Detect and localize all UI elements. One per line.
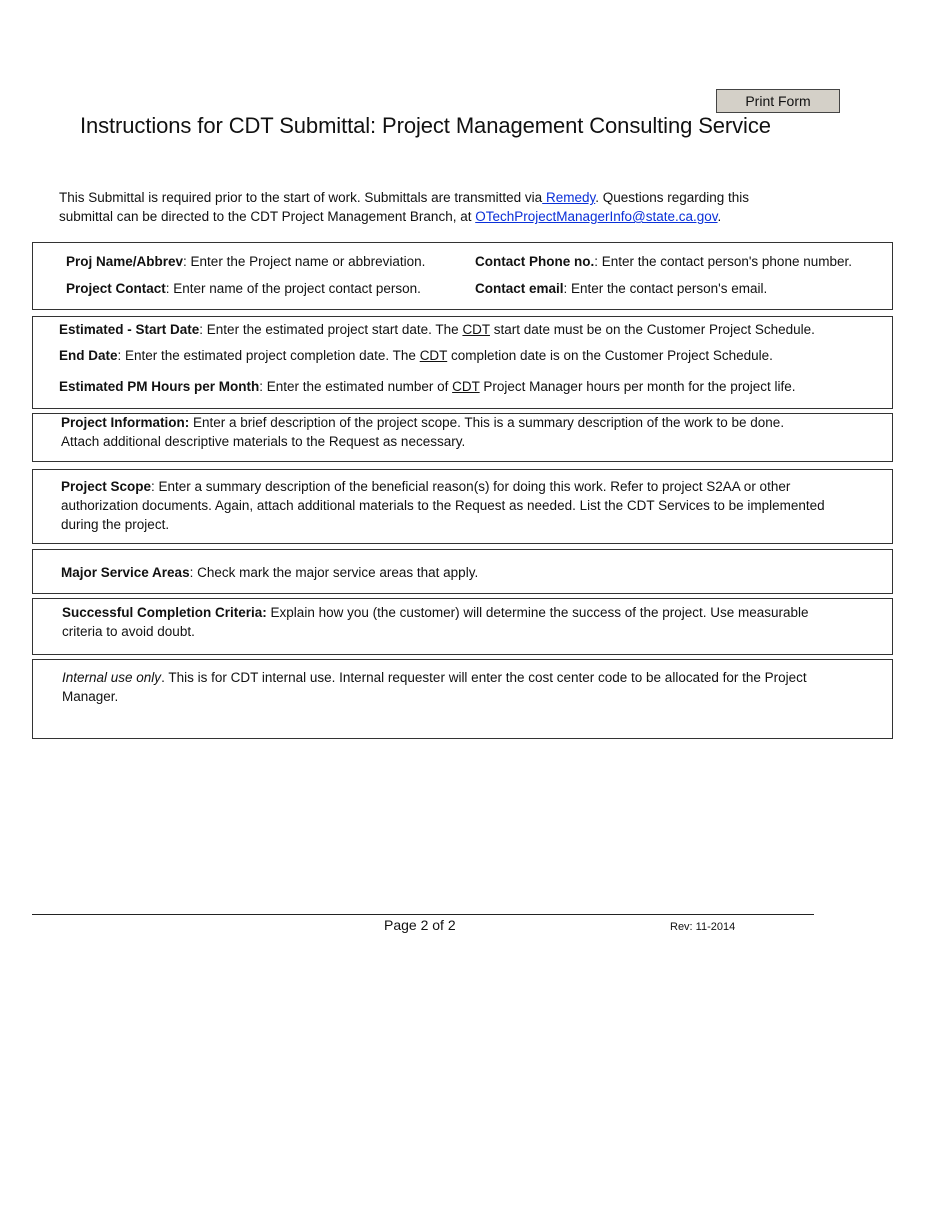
footer-divider	[32, 914, 814, 915]
page-title: Instructions for CDT Submittal: Project Management Consulting Service	[80, 113, 771, 138]
completion-criteria-box	[32, 598, 893, 655]
project-scope-box	[32, 469, 893, 544]
pm-hours-instruction: Estimated PM Hours per Month: Enter the estimated number of CDT Project Manager hours per month for the project life.	[59, 379, 796, 394]
end-date-instruction: End Date: Enter the estimated project completion date. The CDT completion date is on the Customer Project Schedule.	[59, 348, 773, 363]
page-number: Page 2 of 2	[384, 917, 456, 933]
intro-paragraph	[59, 188, 889, 226]
project-info-box	[32, 413, 893, 462]
contact-phone-instruction: Contact Phone no.: Enter the contact person's phone number.	[475, 254, 852, 269]
revision-label: Rev: 11-2014	[670, 921, 736, 933]
internal-line-1: Internal use only. This is for CDT internal use. Internal requester will enter the cost center code to be allocated for the Project	[62, 670, 807, 685]
intro-line-2: submittal can be directed to the CDT Project Management Branch, at OTechProjectManagerInfo@state.ca.gov.	[59, 209, 722, 224]
project-info-line-2: Attach additional descriptive materials to the Request as necessary.	[61, 434, 466, 449]
completion-line-2: criteria to avoid doubt.	[62, 624, 195, 639]
service-areas-box	[32, 549, 893, 594]
proj-name-instruction: Proj Name/Abbrev: Enter the Project name or abbreviation.	[66, 254, 426, 269]
project-scope-line-2: authorization documents. Again, attach additional materials to the Request as needed. List the CDT Services to be implemented	[61, 498, 825, 513]
email-link[interactable]: OTechProjectManagerInfo@state.ca.gov	[475, 209, 718, 224]
print-form-button[interactable]: Print Form	[716, 89, 840, 113]
remedy-link[interactable]: Remedy	[542, 190, 596, 205]
contact-email-instruction: Contact email: Enter the contact person's email.	[475, 281, 768, 296]
internal-line-2: Manager.	[62, 689, 119, 704]
intro-line-1: This Submittal is required prior to the start of work. Submittals are transmitted via Remedy. Questions regarding this	[59, 190, 750, 205]
project-contact-instruction: Project Contact: Enter name of the project contact person.	[66, 281, 421, 296]
project-scope-line-1: Project Scope: Enter a summary description of the beneficial reason(s) for doing this work. Refer to project S2AA or other	[61, 479, 791, 494]
contact-info-box	[32, 242, 893, 310]
service-areas-instruction: Major Service Areas: Check mark the major service areas that apply.	[61, 565, 479, 580]
internal-use-box	[32, 659, 893, 739]
completion-line-1: Successful Completion Criteria: Explain how you (the customer) will determine the success of the project. Use measurable	[62, 605, 809, 620]
dates-box	[32, 316, 893, 409]
start-date-instruction: Estimated - Start Date: Enter the estimated project start date. The CDT start date must be on the Customer Project Schedule.	[59, 322, 815, 337]
project-scope-line-3: during the project.	[61, 517, 170, 532]
project-info-line-1: Project Information: Enter a brief description of the project scope. This is a summary description of the work to be done.	[61, 415, 785, 430]
